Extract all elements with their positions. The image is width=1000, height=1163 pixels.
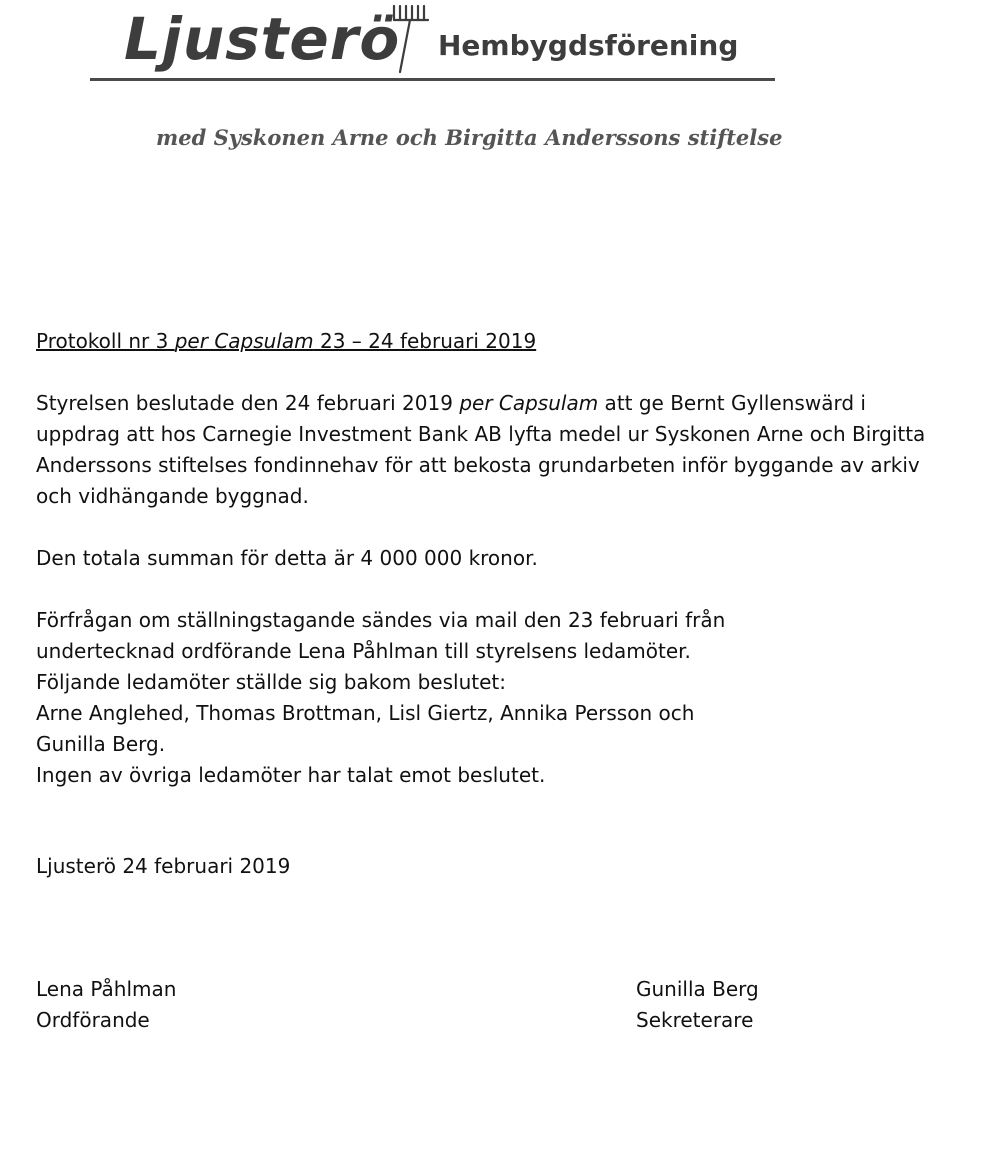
members-line-2: Gunilla Berg. xyxy=(36,732,166,756)
decision-paragraph: Styrelsen beslutade den 24 februari 2019 per Capsulam att ge Bernt Gyllenswärd i uppdrag att hos Carnegie Investment Bank AB lyfta medel ur Syskonen Arne och Birgitta Anderssons stiftelses fondinnehav för att bekosta grundarbeten inför byggande av arkiv och vidhängande byggnad. xyxy=(36,391,926,508)
foundation-tagline: med Syskonen Arne och Birgitta Anderssons stiftelse xyxy=(156,125,783,150)
objection-line: Ingen av övriga ledamöter har talat emot beslutet. xyxy=(36,763,546,787)
total-sum-paragraph: Den totala summan för detta är 4 000 000 kronor. xyxy=(36,546,538,570)
signature-chair xyxy=(36,974,176,1036)
chair-role: Ordförande xyxy=(36,1008,150,1032)
protocol-body xyxy=(36,326,936,882)
place-date: Ljusterö 24 februari 2019 xyxy=(36,854,291,878)
inquiry-line-2: undertecknad ordförande Lena Påhlman till styrelsens ledamöter. xyxy=(36,639,691,663)
rake-icon xyxy=(386,2,432,74)
protocol-heading: Protokoll nr 3 per Capsulam 23 – 24 februari 2019 xyxy=(36,329,537,353)
letterhead-logo xyxy=(0,0,1000,90)
secretary-name: Gunilla Berg xyxy=(636,977,759,1001)
inquiry-line-1: Förfrågan om ställningstagande sändes via mail den 23 februari från xyxy=(36,608,726,632)
members-line-1: Arne Anglehed, Thomas Brottman, Lisl Giertz, Annika Persson och xyxy=(36,701,695,725)
chair-name: Lena Påhlman xyxy=(36,977,177,1001)
signature-secretary xyxy=(636,974,759,1036)
logo-subtitle: Hembygdsförening xyxy=(438,29,739,62)
inquiry-line-3: Följande ledamöter ställde sig bakom beslutet: xyxy=(36,670,506,694)
secretary-role: Sekreterare xyxy=(636,1008,754,1032)
header-divider xyxy=(90,78,775,81)
logo-wordmark: Ljusterö xyxy=(124,5,401,73)
